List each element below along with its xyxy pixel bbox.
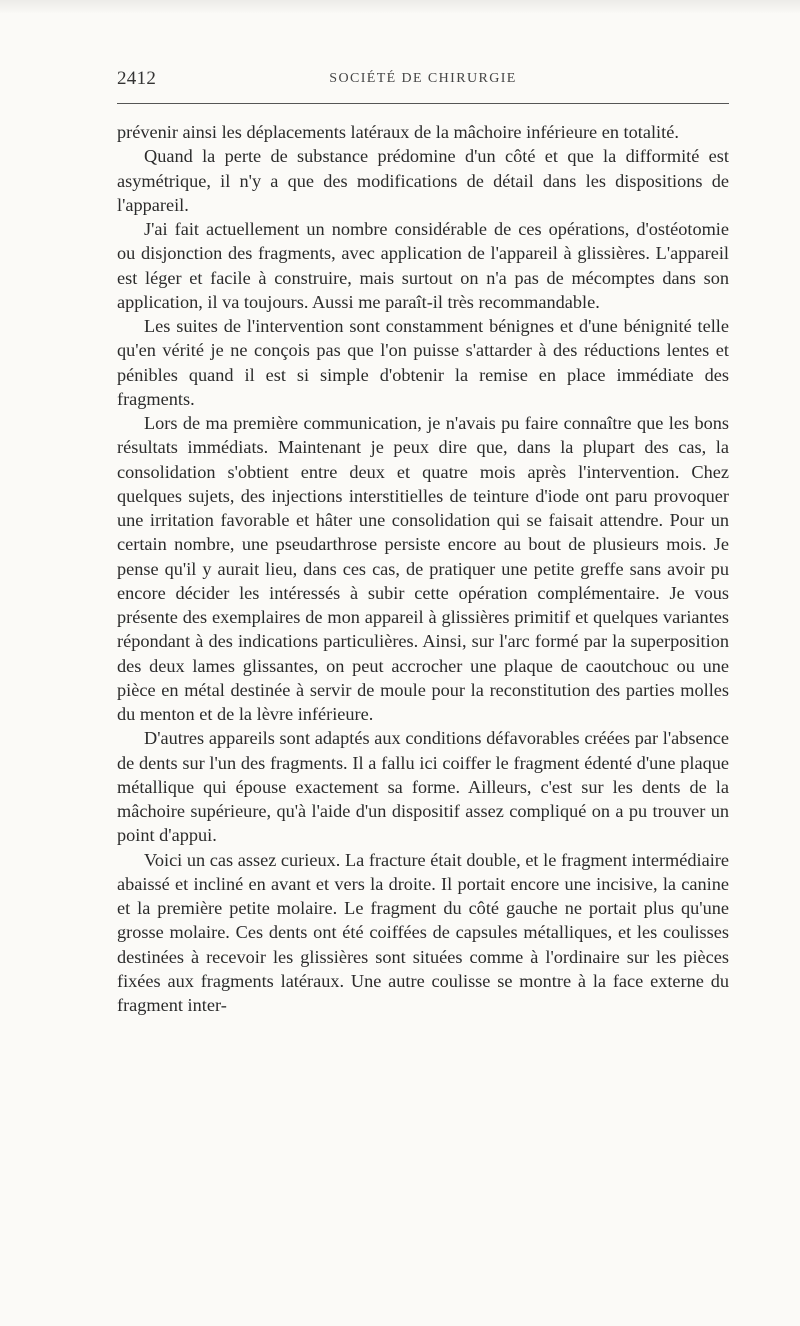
paragraph-4: Les suites de l'intervention sont constamment bénignes et d'une bénignité telle qu'en vérité je ne conçois pas que l'on puisse s'attarder à des réductions lentes et pénibles quand il est si simple d'obtenir la remise en place immédiate des fragments. (117, 316, 729, 409)
body-text (117, 120, 729, 1017)
scan-edge (0, 0, 800, 14)
running-header (117, 68, 729, 92)
paragraph-5: Lors de ma première communication, je n'avais pu faire connaître que les bons résultats immédiats. Maintenant je peux dire que, dans la plupart des cas, la consolidation s'obtient entre deux et quatre mois après l'intervention. Chez quelques sujets, des injections interstitielles de teinture d'iode ont paru provoquer une irritation favorable et hâter une consolidation qui se faisait attendre. Pour un certain nombre, une pseudarthrose persiste encore au bout de plusieurs mois. Je pense qu'il y aurait lieu, dans ces cas, de pratiquer une petite greffe sans avoir pu encore décider les intéressés à subir cette opération complémentaire. Je vous présente des exemplaires de mon appareil à glissières primitif et quelques variantes répondant à des indications particulières. Ainsi, sur l'arc formé par la superposition des deux lames glissantes, on peut accrocher une plaque de caoutchouc ou une pièce en métal destinée à servir de moule pour la reconstitution des parties molles du menton et de la lèvre inférieure. (117, 413, 729, 724)
paragraph-1: prévenir ainsi les déplacements latéraux de la mâchoire inférieure en totalité. (117, 122, 679, 142)
running-title: SOCIÉTÉ DE CHIRURGIE (329, 71, 517, 86)
paragraph-3: J'ai fait actuellement un nombre considérable de ces opérations, d'ostéotomie ou disjonction des fragments, avec application de l'appareil à glissières. L'appareil est léger et facile à construire, mais surtout on n'a pas de mécomptes dans son application, il va toujours. Aussi me paraît-il très recommandable. (117, 219, 729, 312)
paragraph-2: Quand la perte de substance prédomine d'un côté et que la difformité est asymétrique, il n'y a que des modifications de détail dans les dispositions de l'appareil. (117, 146, 729, 215)
paragraph-7: Voici un cas assez curieux. La fracture était double, et le fragment intermédiaire abaissé et incliné en avant et vers la droite. Il portait encore une incisive, la canine et la première petite molaire. Le fragment du côté gauche ne portait plus qu'une grosse molaire. Ces dents ont été coiffées de capsules métalliques, et les coulisses destinées à recevoir les glissières sont situées comme à l'ordinaire sur les pièces fixées aux fragments latéraux. Une autre coulisse se montre à la face externe du fragment inter- (117, 849, 729, 1015)
header-rule (117, 103, 729, 104)
paragraph-6: D'autres appareils sont adaptés aux conditions défavorables créées par l'absence de dents sur l'un des fragments. Il a fallu ici coiffer le fragment édenté d'une plaque métallique qui épouse exactement sa forme. Ailleurs, c'est sur les dents de la mâchoire supérieure, qu'à l'aide d'un dispositif assez compliqué on a pu trouver un point d'appui. (117, 728, 729, 846)
page-number: 2412 (117, 68, 157, 89)
